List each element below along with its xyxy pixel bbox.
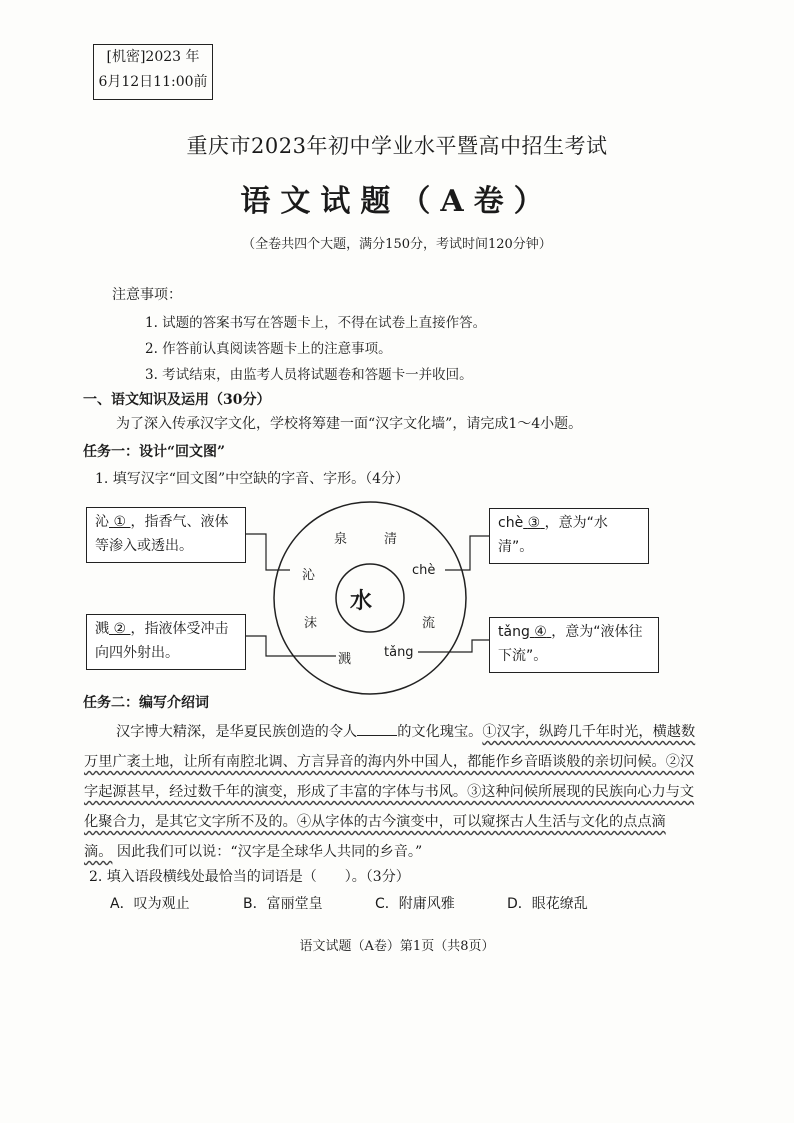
blank-number: ① xyxy=(113,514,127,530)
section-title: 一、语文知识及运用（30分） xyxy=(83,392,271,408)
option-c: C．附庸风雅 xyxy=(375,896,455,912)
box-post: ，意为“水清”。 xyxy=(498,515,608,555)
option-a: A．叹为观止 xyxy=(110,896,190,912)
fill-box-2 xyxy=(86,614,246,670)
page-footer: 语文试题（A卷）第1页（共8页） xyxy=(299,939,495,954)
box-post: ，指香气、液体等渗入或透出。 xyxy=(95,514,229,554)
diagram-char: 清 xyxy=(384,532,398,547)
diagram-char: 沫 xyxy=(304,616,318,631)
fill-box-3 xyxy=(489,508,649,564)
section-intro: 为了深入传承汉字文化，学校将筹建一面“汉字文化墙”，请完成1～4小题。 xyxy=(116,416,583,432)
connector-line xyxy=(246,534,290,570)
blank-number: ④ xyxy=(534,624,547,640)
diagram-char: tǎng xyxy=(384,645,414,660)
question-1: 1. 填写汉字“回文图”中空缺的字音、字形。（4分） xyxy=(95,471,410,487)
passage-underlined: ①汉字，纵跨几千年时光，横越数万里广袤土地，让所有南腔北调、方言异音的海内外中国人，都能作乡音晤谈般的亲切问候。②汉字起源甚早，经过数千年的演变，形成了丰富的字体与书风。③这种问候所展现的民族向心力与文化聚合力，是其它文字所不及的。④从字体的古今演变中，可以窥探古人生活与文化的点点滴滴。 xyxy=(84,724,696,860)
fill-box-4 xyxy=(489,617,659,673)
diagram-char: 流 xyxy=(422,616,436,631)
exam-title: 重庆市2023年初中学业水平暨高中招生考试 xyxy=(186,134,608,158)
task2-title: 任务二：编写介绍词 xyxy=(83,695,209,711)
exam-subtitle: （全卷共四个大题，满分150分，考试时间120分钟） xyxy=(242,237,552,252)
stamp-line-1: [机密]2023 年 xyxy=(106,49,200,65)
passage-part: 因此我们可以说：“汉字是全球华人共同的乡音。” xyxy=(116,844,423,860)
note-item: 1. 试题的答案书写在答题卡上，不得在试卷上直接作答。 xyxy=(145,315,487,331)
question-2: 2. 填入语段横线处最恰当的词语是（ ）。（3分） xyxy=(89,869,410,885)
box-pre: chè xyxy=(498,515,524,531)
fill-box-1 xyxy=(86,507,246,563)
box-post: ，意为“液体往下流”。 xyxy=(498,624,643,664)
diagram-center-char: 水 xyxy=(350,588,373,614)
note-item: 3. 考试结束，由监考人员将试题卷和答题卡一并收回。 xyxy=(145,367,473,383)
box-pre: 溅 xyxy=(95,621,109,637)
notes-title: 注意事项： xyxy=(112,287,182,303)
stamp-line-2: 6月12日11:00前 xyxy=(98,74,208,90)
diagram-char: 泉 xyxy=(334,532,348,547)
note-item: 2. 作答前认真阅读答题卡上的注意事项。 xyxy=(145,341,392,357)
blank-number: ② xyxy=(113,621,127,637)
paper-title: 语文试题（A卷） xyxy=(240,184,554,219)
connector-line xyxy=(445,536,489,570)
passage-part: 的文化瑰宝。 xyxy=(397,724,483,740)
option-d: D．眼花缭乱 xyxy=(507,896,588,912)
passage xyxy=(84,717,708,867)
task1-title: 任务一：设计“回文图” xyxy=(83,444,226,460)
passage-part: 汉字博大精深，是华夏民族创造的令人 xyxy=(116,724,358,740)
blank-number: ③ xyxy=(527,515,541,531)
box-post: ，指液体受冲击向四外射出。 xyxy=(95,621,229,661)
box-pre: tǎng xyxy=(498,624,530,640)
diagram-char: 溅 xyxy=(338,652,352,667)
answer-blank xyxy=(357,721,397,736)
diagram-char: chè xyxy=(412,563,436,578)
diagram-char: 沁 xyxy=(302,568,316,583)
option-b: B．富丽堂皇 xyxy=(243,896,323,912)
box-pre: 沁 xyxy=(95,514,109,530)
